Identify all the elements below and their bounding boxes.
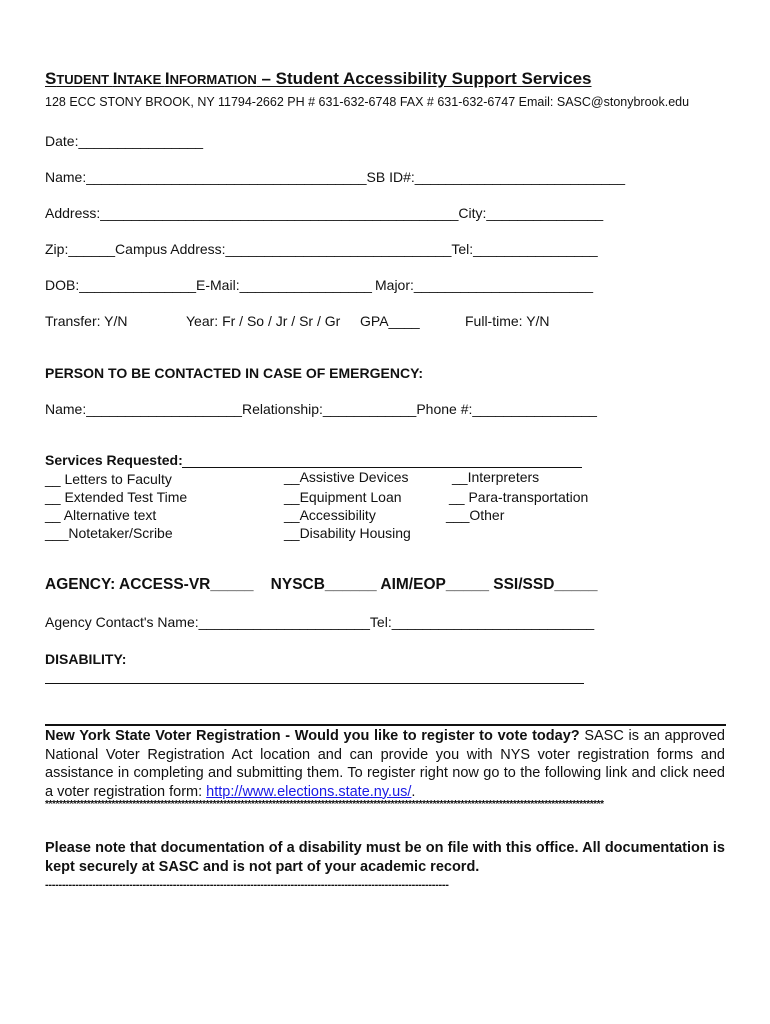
- asterisk-divider: ****************************************************************************************************************************************************************: [45, 799, 604, 810]
- zip-campus-tel-field[interactable]: Zip:______Campus Address:_____________________________Tel:________________: [45, 241, 598, 257]
- disability-heading: DISABILITY:: [45, 651, 127, 667]
- voter-section-rule: [45, 724, 726, 726]
- title-part: I: [164, 69, 170, 88]
- service-option[interactable]: __ Alternative text: [45, 507, 157, 523]
- voter-end: .: [411, 783, 416, 800]
- title-part: TUDENT: [56, 72, 113, 87]
- dob-email-field[interactable]: DOB:_______________E-Mail:_________________: [45, 277, 372, 293]
- title-part: – Student Accessibility Support Services: [256, 69, 592, 88]
- dash-divider: ------------------------------------------------------------------------------------------------------------------------: [45, 879, 449, 891]
- service-option[interactable]: ___Other: [446, 507, 505, 523]
- fulltime-field[interactable]: Full-time: Y/N: [465, 313, 550, 329]
- date-field[interactable]: Date:________________: [45, 133, 204, 149]
- emergency-contact-field[interactable]: Name:____________________Relationship:____________Phone #:________________: [45, 401, 597, 417]
- major-field[interactable]: Major:_______________________: [375, 277, 593, 293]
- voter-registration-paragraph: [45, 727, 725, 801]
- transfer-field[interactable]: Transfer: Y/N: [45, 313, 128, 329]
- emergency-heading: PERSON TO BE CONTACTED IN CASE OF EMERGENCY:: [45, 365, 424, 381]
- agency-line[interactable]: AGENCY: ACCESS-VR_____ NYSCB______ AIM/EOP_____ SSI/SSD_____: [45, 576, 598, 593]
- service-option[interactable]: __ Para-transportation: [449, 489, 589, 505]
- voter-text: SASC is an approved National Voter Registration Act location and can provide you with NYS voter registration forms and assistance in completing and submitting them. To register right now go to the following link and click need a voter registration form:: [45, 728, 725, 800]
- documentation-note: Please note that documentation of a disability must be on file with this office. All documentation is kept securely at SASC and is not part of your academic record.: [45, 840, 725, 875]
- service-option[interactable]: __Assistive Devices: [284, 469, 409, 485]
- service-option[interactable]: __Accessibility: [284, 507, 376, 523]
- voter-heading: New York State Voter Registration - Would you like to register to vote today?: [45, 728, 580, 744]
- gpa-field[interactable]: GPA____: [360, 313, 420, 329]
- services-underline: [182, 467, 582, 468]
- service-option[interactable]: ___Notetaker/Scribe: [45, 525, 173, 541]
- year-field[interactable]: Year: Fr / So / Jr / Sr / Gr: [186, 313, 341, 329]
- title-part: S: [45, 69, 57, 88]
- title-part: I: [112, 69, 118, 88]
- title-part: NFORMATION: [169, 72, 257, 87]
- name-sbid-field[interactable]: Name:____________________________________SB ID#:___________________________: [45, 169, 626, 185]
- address-city-field[interactable]: Address:______________________________________________City:_______________: [45, 205, 604, 221]
- service-option[interactable]: __ Extended Test Time: [45, 489, 188, 505]
- agency-contact-field[interactable]: Agency Contact's Name:______________________Tel:__________________________: [45, 614, 595, 630]
- service-option[interactable]: __ Letters to Faculty: [45, 471, 172, 487]
- disability-line[interactable]: [45, 683, 584, 684]
- form-title: [45, 70, 592, 88]
- title-part: NTAKE: [117, 72, 165, 87]
- elections-link[interactable]: http://www.elections.state.ny.us/: [206, 783, 412, 800]
- services-heading: Services Requested:: [45, 452, 183, 468]
- office-address: 128 ECC STONY BROOK, NY 11794-2662 PH # 631-632-6748 FAX # 631-632-6747 Email: SASC@stonybrook.edu: [45, 95, 690, 109]
- service-option[interactable]: __Interpreters: [452, 469, 540, 485]
- service-option[interactable]: __Disability Housing: [284, 525, 411, 541]
- service-option[interactable]: __Equipment Loan: [284, 489, 402, 505]
